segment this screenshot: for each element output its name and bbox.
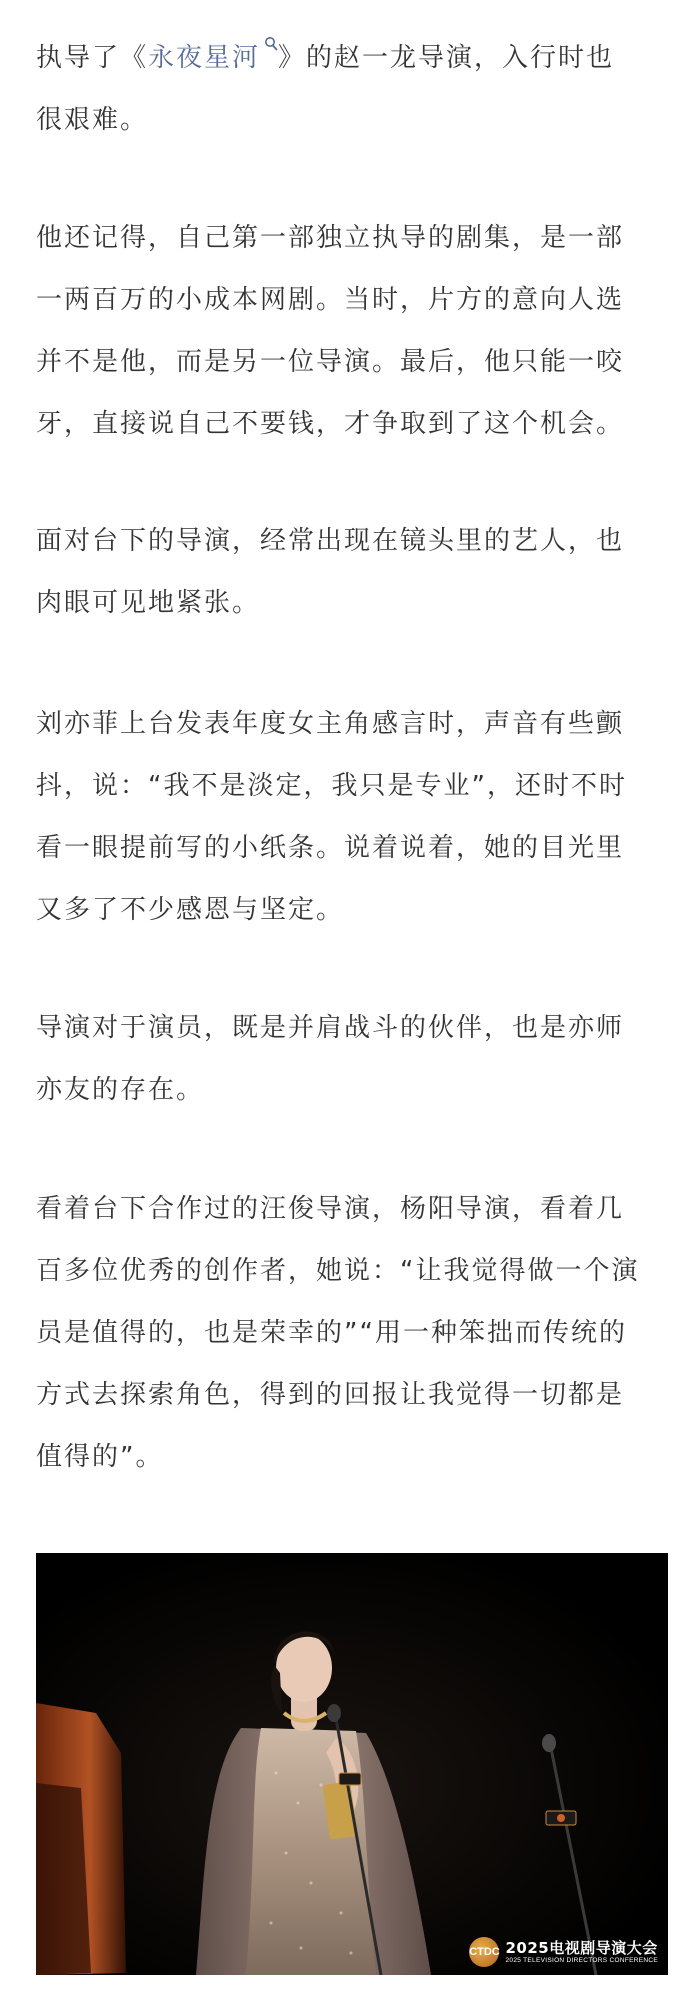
text-segment: 执导了《	[36, 43, 149, 73]
paragraph	[36, 997, 668, 1121]
text-line: 看着台下合作过的汪俊导演，杨阳导演，看着几	[36, 1194, 625, 1224]
text-line	[36, 27, 668, 89]
text-line: 看一眼提前写的小纸条。说着说着，她的目光里	[36, 833, 625, 863]
article-photo[interactable]	[36, 1553, 668, 1975]
text-line: 百多位优秀的创作者，她说：“让我觉得做一个演	[36, 1256, 640, 1286]
paragraph	[36, 510, 668, 634]
text-line: 导演对于演员，既是并肩战斗的伙伴，也是亦师	[36, 1013, 625, 1043]
keyword-link-text[interactable]: 永夜星河	[148, 43, 261, 73]
text-segment: 》的赵一龙导演，入行时也	[278, 43, 615, 73]
text-line: 他还记得，自己第一部独立执导的剧集，是一部	[36, 223, 625, 253]
text-line: 员是值得的，也是荣幸的”“用一种笨拙而传统的	[36, 1318, 627, 1348]
conference-logo-text	[505, 1940, 658, 1965]
text-line: 又多了不少感恩与坚定。	[36, 895, 345, 925]
text-line: 抖，说：“我不是淡定，我只是专业”，还时不时	[36, 771, 627, 801]
conference-seal-icon: CTDC	[469, 1937, 499, 1967]
text-line: 方式去探索角色，得到的回报让我觉得一切都是	[36, 1380, 625, 1410]
search-icon[interactable]	[264, 36, 278, 52]
text-line: 亦友的存在。	[36, 1075, 205, 1105]
text-line: 刘亦菲上台发表年度女主角感言时，声音有些颤	[36, 709, 625, 739]
paragraph	[36, 27, 668, 151]
conference-subtitle: 2025 TELEVISION DIRECTORS CONFERENCE	[505, 1956, 658, 1964]
keyword-search-link[interactable]	[148, 43, 278, 73]
text-line: 值得的”。	[36, 1442, 164, 1472]
paragraph	[36, 693, 668, 941]
text-line: 牙，直接说自己不要钱，才争取到了这个机会。	[36, 409, 625, 439]
text-line: 一两百万的小成本网剧。当时，片方的意向人选	[36, 285, 625, 315]
paragraph	[36, 1178, 668, 1488]
text-line: 肉眼可见地紧张。	[36, 588, 261, 618]
text-line: 很艰难。	[36, 105, 149, 135]
stage-photo-illustration	[36, 1553, 668, 1975]
text-line: 面对台下的导演，经常出现在镜头里的艺人，也	[36, 526, 625, 556]
conference-title: 2025电视剧导演大会	[505, 1938, 658, 1957]
conference-logo	[469, 1937, 658, 1967]
text-line: 并不是他，而是另一位导演。最后，他只能一咬	[36, 347, 625, 377]
paragraph	[36, 207, 668, 455]
